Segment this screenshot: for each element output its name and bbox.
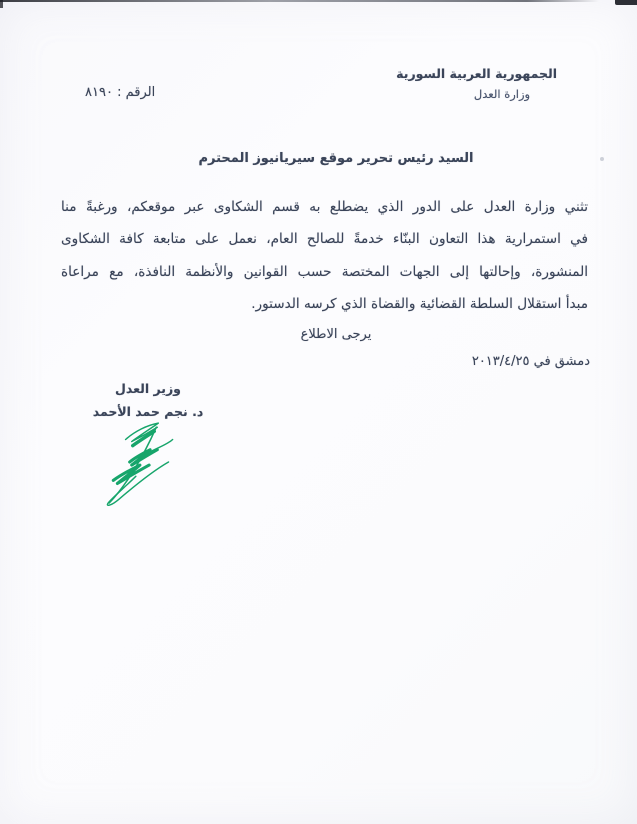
letter-body (61, 191, 588, 321)
date-line: دمشق في ٢٠١٣/٤/٢٥ (471, 354, 590, 369)
scan-speck (600, 157, 604, 161)
body-line: تثني وزارة العدل على الدور الذي يضطلع به قسم الشكاوى عبر موقعكم، ورغبةً منا (61, 199, 588, 215)
body-line: مبدأ استقلال السلطة القضائية والقضاة الذي كرسه الدستور. (251, 296, 588, 313)
letterhead-ministry: وزارة العدل (473, 87, 531, 101)
reference-label: الرقم : (117, 85, 156, 100)
body-line: المنشورة، وإحالتها إلى الجهات المختصة حسب القوانين والأنظمة النافذة، مع مراعاة (61, 263, 588, 280)
signatory-name: د. نجم حمد الأحمد (92, 404, 204, 419)
reference-value: ٨١٩٠ (85, 85, 113, 100)
letterhead (396, 66, 557, 101)
minister-signature-scribble (101, 417, 187, 507)
scan-artifact-tick (0, 0, 3, 8)
scan-artifact-corner (615, 0, 637, 5)
closing-line: يرجى الاطلاع (300, 327, 372, 342)
body-line: في استمرارية هذا التعاون البنّاء خدمةً للصالح العام، نعمل على متابعة كافة الشكاوى (61, 231, 588, 248)
reference-number-line (85, 85, 155, 100)
signatory-title: وزير العدل (115, 381, 181, 396)
addressee-line: السيد رئيس تحرير موقع سيريانيوز المحترم (198, 151, 474, 166)
scan-artifact-top-line (0, 0, 599, 2)
letterhead-country: الجمهورية العربية السورية (396, 66, 557, 81)
